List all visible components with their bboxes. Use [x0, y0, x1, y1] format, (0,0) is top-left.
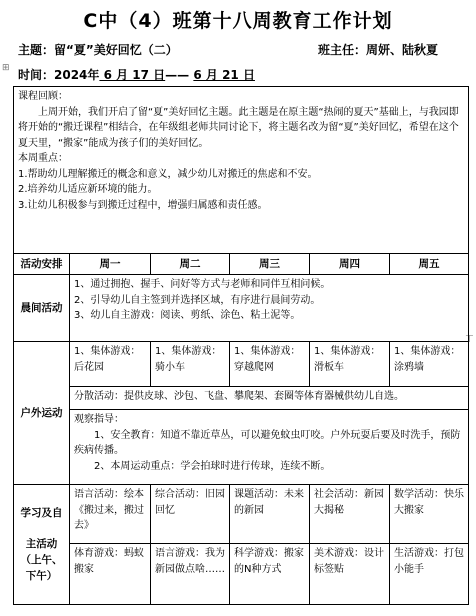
study-row-2 — [14, 544, 469, 605]
study-game: 体育游戏：蚂蚁搬家 — [70, 544, 151, 605]
header-cell: 活动安排 — [14, 254, 70, 275]
focus-item: 1.帮助幼儿理解搬迁的概念和意义，减少幼儿对搬迁的焦虑和不安。 — [18, 168, 318, 180]
morning-row — [14, 275, 469, 342]
morning-content — [70, 275, 469, 342]
study-label — [14, 485, 70, 605]
outdoor-guide-row — [14, 410, 469, 485]
study-activity: 课题活动：未来的新园 — [230, 485, 310, 544]
outdoor-group-activity: 分散活动：提供皮球、沙包、飞盘、攀爬架、套圈等体育器械供幼儿自选。 — [70, 387, 469, 410]
table-resize-handle-icon[interactable]: ⊤ — [465, 334, 474, 345]
study-activity: 综合活动：旧园回忆 — [151, 485, 230, 544]
teacher-label: 班主任：周妍、陆秋夏 — [318, 43, 439, 57]
intro-cell — [14, 87, 469, 254]
outdoor-game: 1、集体游戏：滑板车 — [310, 342, 390, 387]
guide-item: 2、本周运动重点：学会拍球时进行传球，连续不断。 — [94, 460, 331, 472]
header-cell: 周四 — [310, 254, 390, 275]
time-prefix: 时间：2024年 — [18, 68, 100, 82]
time-start: 6 月 17 日 — [99, 68, 166, 82]
outdoor-label: 户外运动 — [14, 342, 70, 485]
time-label — [18, 66, 255, 83]
outdoor-group-row — [14, 387, 469, 410]
study-activity: 数学活动：快乐大搬家 — [390, 485, 469, 544]
review-label: 课程回顾： — [18, 91, 68, 102]
time-separator: —— — [165, 68, 194, 82]
outdoor-game: 1、集体游戏：骑小车 — [151, 342, 230, 387]
outdoor-game: 1、集体游戏：涂鸦墙 — [390, 342, 469, 387]
focus-label: 本周重点： — [18, 153, 68, 164]
plan-table — [13, 86, 469, 605]
theme-label: 主题：留“夏”美好回忆（二） — [18, 43, 178, 57]
outdoor-games-row — [14, 342, 469, 387]
guide-label: 观察指导： — [74, 414, 124, 426]
study-activity: 语言活动：绘本《搬过来，搬过去》 — [70, 485, 151, 544]
guide-item: 1、安全教育：知道不靠近草丛，可以避免蚊虫叮咬。户外玩耍后要及时洗手，预防疾病传播。 — [74, 429, 461, 457]
page-title: C中（4）班第十八周教育工作计划 — [83, 10, 393, 32]
study-game: 生活游戏：打包小能手 — [390, 544, 469, 605]
study-game: 语言游戏：我为新园做点啥…… — [151, 544, 230, 605]
outdoor-game: 1、集体游戏：穿越爬网 — [230, 342, 310, 387]
study-row-1 — [14, 485, 469, 544]
study-game: 科学游戏：搬家的N种方式 — [230, 544, 310, 605]
morning-item: 1、通过拥抱、握手、问好等方式与老师和同伴互相问候。 — [74, 279, 331, 291]
study-label-line: 学习及自 — [20, 507, 63, 520]
morning-label: 晨间活动 — [14, 275, 70, 342]
study-label-line: 主活动 — [25, 537, 58, 550]
time-end: 6 月 21 日 — [193, 68, 255, 82]
review-text: 上周开始，我们开启了留“夏”美好回忆主题。此主题是在原主题“热闹的夏天”基础上，与我园即将开始的“搬迁课程”相结合，在年级组老师共同讨论下，将主题名改为留“夏”美好回忆，希望在这个夏天里，“搬家”能成为孩子们的美好回忆。 — [18, 106, 459, 149]
header-cell: 周五 — [390, 254, 469, 275]
schedule-header-row — [14, 254, 469, 275]
morning-item: 3、幼儿自主游戏：阅读、剪纸、涂色、粘土泥等。 — [74, 310, 301, 322]
outdoor-guide — [70, 410, 469, 485]
study-label-line: （上午、下午） — [20, 553, 63, 583]
header-cell: 周二 — [151, 254, 230, 275]
study-activity: 社会活动：新园大揭秘 — [310, 485, 390, 544]
focus-item: 3.让幼儿积极参与到搬迁过程中，增强归属感和责任感。 — [18, 199, 268, 211]
header-cell: 周一 — [70, 254, 151, 275]
anchor-icon: ⊞ — [2, 63, 10, 73]
morning-item: 2、引导幼儿自主签到并选择区域，有序进行晨间劳动。 — [74, 294, 321, 306]
focus-item: 2.培养幼儿适应新环境的能力。 — [18, 184, 158, 195]
header-cell: 周三 — [230, 254, 310, 275]
study-game: 美术游戏：设计标签贴 — [310, 544, 390, 605]
outdoor-game: 1、集体游戏：后花园 — [70, 342, 151, 387]
